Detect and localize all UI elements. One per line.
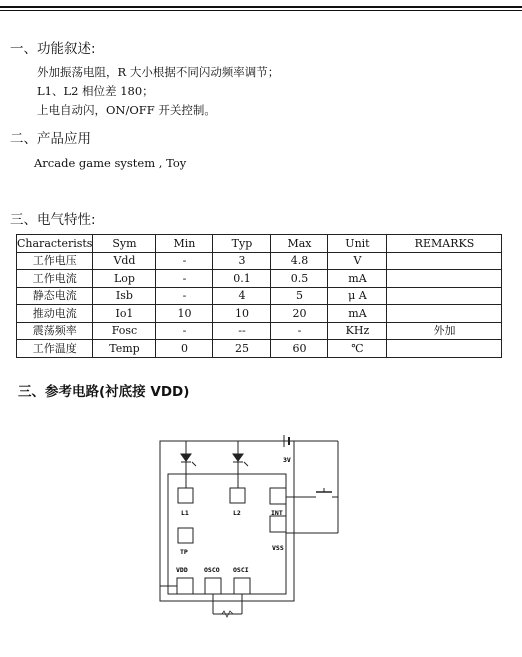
table-cell: 0.5 xyxy=(271,270,328,288)
table-cell: 0.1 xyxy=(213,270,271,288)
board-outline xyxy=(160,441,294,601)
table-cell: 10 xyxy=(156,305,213,323)
pad-L2 xyxy=(230,488,245,503)
table-cell: 10 xyxy=(213,305,271,323)
table-cell: 静态电流 xyxy=(17,287,93,305)
table-cell: 3 xyxy=(213,252,271,270)
table-cell: mA xyxy=(328,305,387,323)
function-line-1: 外加振荡电阻，R 大小根据不同闪动频率调节； xyxy=(37,65,280,79)
table-cell: mA xyxy=(328,270,387,288)
table-cell: - xyxy=(156,322,213,340)
pin-label-OSCI: OSCI xyxy=(233,566,249,574)
section-title-application: 二、产品应用 xyxy=(10,131,91,147)
table-cell: 25 xyxy=(213,340,271,358)
led-L1-icon xyxy=(181,454,196,466)
on-off-switch-icon xyxy=(316,488,332,492)
table-cell: -- xyxy=(213,322,271,340)
table-cell: μ A xyxy=(328,287,387,305)
led-L2-icon xyxy=(233,454,248,466)
table-cell: Io1 xyxy=(93,305,156,323)
table-cell: 工作温度 xyxy=(17,340,93,358)
pad-VSS xyxy=(270,516,286,532)
pin-label-L2: L2 xyxy=(233,509,241,517)
table-cell: Lop xyxy=(93,270,156,288)
section-title-electrical: 三、电气特性: xyxy=(10,212,96,228)
pad-TP xyxy=(178,528,193,543)
application-line: Arcade game system , Toy xyxy=(34,156,187,170)
chip-outline xyxy=(168,474,286,594)
pad-INT xyxy=(270,488,286,504)
table-cell: ℃ xyxy=(328,340,387,358)
table-cell: Temp xyxy=(93,340,156,358)
section-title-function: 一、功能叙述: xyxy=(10,41,96,57)
pin-label-OSCO: OSCO xyxy=(204,566,220,574)
pin-label-VDD: VDD xyxy=(176,566,188,574)
pin-label-L1: L1 xyxy=(181,509,189,517)
table-cell: 工作电流 xyxy=(17,270,93,288)
table-cell: - xyxy=(156,270,213,288)
table-cell: Fosc xyxy=(93,322,156,340)
header-cell: Min xyxy=(156,235,213,253)
table-cell: 推动电流 xyxy=(17,305,93,323)
header-cell: Sym xyxy=(93,235,156,253)
table-cell: V xyxy=(328,252,387,270)
header-cell: Typ xyxy=(213,235,271,253)
table-cell: - xyxy=(156,287,213,305)
section-title-circuit: 三、参考电路(衬底接 VDD) xyxy=(18,384,190,400)
table-cell: 震荡频率 xyxy=(17,322,93,340)
pad-VDD xyxy=(177,578,193,594)
header-cell: Unit xyxy=(328,235,387,253)
table-cell: - xyxy=(156,252,213,270)
header-cell: REMARKS xyxy=(387,235,502,253)
function-line-3: 上电自动闪，ON/OFF 开关控制。 xyxy=(37,103,216,117)
table-cell: 5 xyxy=(271,287,328,305)
table-cell: Vdd xyxy=(93,252,156,270)
table-cell: 0 xyxy=(156,340,213,358)
function-line-2: L1、L2 相位差 180； xyxy=(37,84,154,98)
table-cell: 4.8 xyxy=(271,252,328,270)
table-cell: 工作电压 xyxy=(17,252,93,270)
table-cell: 外加 xyxy=(387,322,502,340)
table-cell: - xyxy=(271,322,328,340)
pin-label-TP: TP xyxy=(180,548,188,556)
pin-label-VSS: VSS xyxy=(272,544,284,552)
battery-label: 3V xyxy=(283,456,291,464)
table-cell: 60 xyxy=(271,340,328,358)
pad-L1 xyxy=(178,488,193,503)
table-cell: 4 xyxy=(213,287,271,305)
table-cell: KHz xyxy=(328,322,387,340)
pad-OSCO xyxy=(205,578,221,594)
table-cell: Isb xyxy=(93,287,156,305)
pin-label-INT: INT xyxy=(271,509,283,517)
header-cell: Max xyxy=(271,235,328,253)
table-cell: 20 xyxy=(271,305,328,323)
header-cell: Characterists xyxy=(17,235,93,253)
pad-OSCI xyxy=(234,578,250,594)
